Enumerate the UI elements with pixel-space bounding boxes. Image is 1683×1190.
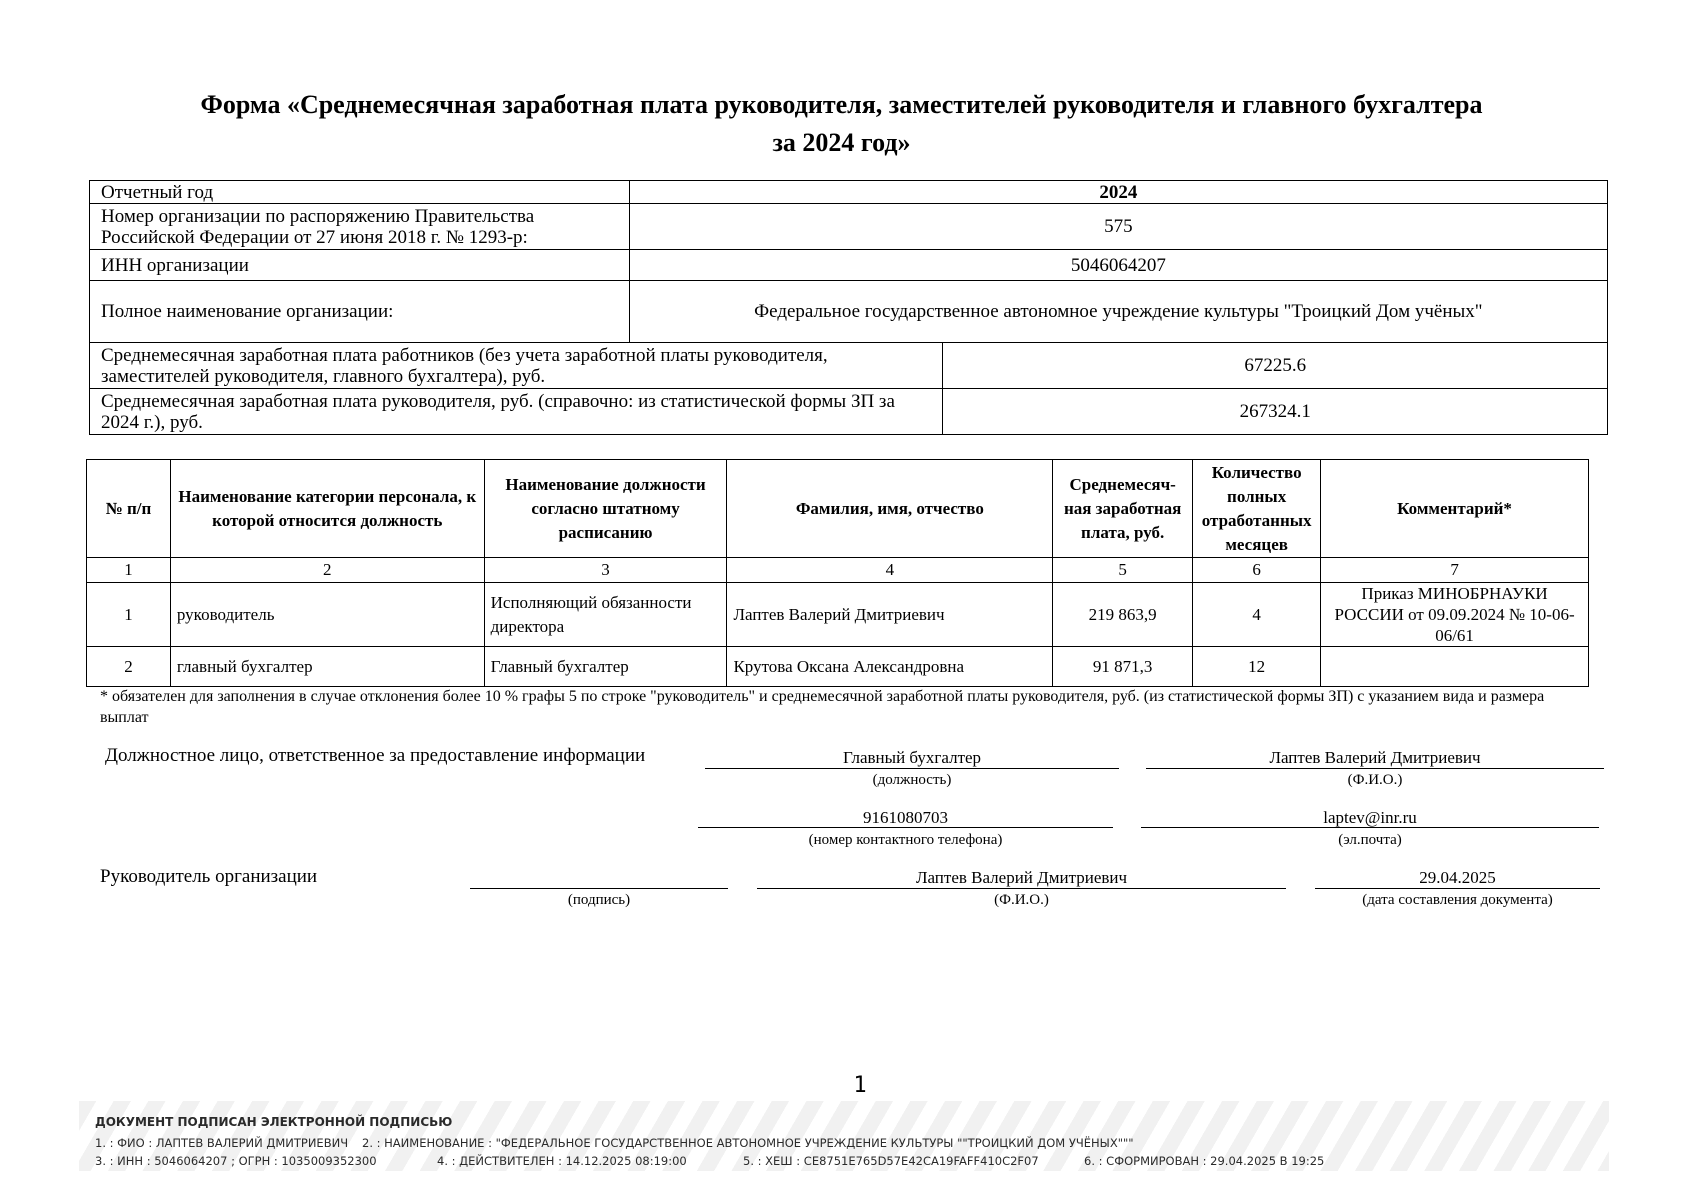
column-number: 3 — [484, 558, 727, 583]
responsible-label: Должностное лицо, ответственное за предоставление информации — [105, 745, 646, 766]
footnote: * обязателен для заполнения в случае отклонения более 10 % графы 5 по строке "руководитель" и среднемесячной заработной платы руководителя, руб. (из статистической формы ЗП) с указанием вида и размера выплат — [100, 688, 1545, 726]
row-category: руководитель — [170, 583, 484, 647]
row-salary: 219 863,9 — [1053, 583, 1193, 647]
row-position: Исполняющий обязанности директора — [484, 583, 727, 647]
esign-field-created: 6. : СФОРМИРОВАН : 29.04.2025 В 19:25 — [1084, 1154, 1325, 1168]
header-comment: Комментарий* — [1321, 460, 1589, 558]
header-name: Фамилия, имя, отчество — [727, 460, 1053, 558]
responsible-email-caption: (эл.почта) — [1338, 832, 1402, 848]
row-name: Крутова Оксана Александровна — [727, 647, 1053, 687]
row-months: 12 — [1193, 647, 1321, 687]
row-category: главный бухгалтер — [170, 647, 484, 687]
staff-salary-table — [86, 459, 1589, 687]
row-salary: 91 871,3 — [1053, 647, 1193, 687]
info-row-avg-workers — [90, 343, 1608, 389]
head-date-caption: (дата составления документа) — [1362, 892, 1553, 908]
org-name-value: Федеральное государственное автономное учреждение культуры "Троицкий Дом учёных" — [629, 281, 1607, 343]
table-header-row — [87, 460, 1589, 558]
column-number: 5 — [1053, 558, 1193, 583]
column-number: 1 — [87, 558, 171, 583]
head-date-line — [1315, 888, 1600, 889]
responsible-phone-caption: (номер контактного телефона) — [808, 832, 1003, 848]
table-row — [87, 647, 1589, 687]
head-date-value: 29.04.2025 — [1419, 868, 1496, 887]
header-salary: Среднемесяч-ная заработная плата, руб. — [1053, 460, 1193, 558]
esign-field-hash: 5. : ХЕШ : CE8751E765D57E42CA19FAFF410C2F07 — [743, 1154, 1039, 1168]
avg-workers-value: 67225.6 — [943, 343, 1608, 389]
responsible-fio-caption: (Ф.И.О.) — [1347, 772, 1403, 788]
info-row-year — [90, 181, 1608, 204]
table-row — [87, 583, 1589, 647]
year-value: 2024 — [629, 181, 1607, 204]
org-number-value: 575 — [629, 204, 1607, 250]
esign-field-fio: 1. : ФИО : ЛАПТЕВ ВАЛЕРИЙ ДМИТРИЕВИЧ — [95, 1136, 349, 1150]
column-number: 7 — [1321, 558, 1589, 583]
header-category: Наименование категории персонала, к которой относится должность — [170, 460, 484, 558]
responsible-email-line — [1141, 827, 1599, 828]
form-title-line2: за 2024 год» — [772, 128, 911, 157]
org-name-label: Полное наименование организации: — [90, 281, 630, 343]
header-number: № п/п — [87, 460, 171, 558]
responsible-position-caption: (должность) — [872, 772, 952, 788]
electronic-signature-stamp — [79, 1101, 1609, 1171]
header-months: Количество полных отработанных месяцев — [1193, 460, 1321, 558]
responsible-phone-line — [698, 827, 1113, 828]
responsible-position-value: Главный бухгалтер — [842, 748, 982, 767]
head-signature-caption: (подпись) — [567, 892, 631, 908]
head-fio-value: Лаптев Валерий Дмитриевич — [915, 868, 1128, 887]
page-number: 1 — [853, 1073, 867, 1098]
esign-header: ДОКУМЕНТ ПОДПИСАН ЭЛЕКТРОННОЙ ПОДПИСЬЮ — [95, 1115, 453, 1129]
column-number-row — [87, 558, 1589, 583]
info-row-org-number — [90, 204, 1608, 250]
avg-head-label: Среднемесячная заработная плата руководителя, руб. (справочно: из статистической формы ЗП за 2024 г.), руб. — [90, 389, 943, 435]
info-row-inn — [90, 250, 1608, 281]
head-signature-line — [470, 888, 728, 889]
info-row-avg-head — [90, 389, 1608, 435]
row-position: Главный бухгалтер — [484, 647, 727, 687]
row-comment — [1321, 647, 1589, 687]
row-number: 2 — [87, 647, 171, 687]
year-label: Отчетный год — [90, 181, 630, 204]
row-name: Лаптев Валерий Дмитриевич — [727, 583, 1053, 647]
column-number: 2 — [170, 558, 484, 583]
header-position: Наименование должности согласно штатному расписанию — [484, 460, 727, 558]
form-title — [0, 86, 1683, 162]
info-row-org-name — [90, 281, 1608, 343]
org-number-label: Номер организации по распоряжению Правительства Российской Федерации от 27 июня 2018 г. № 1293-р: — [90, 204, 630, 250]
form-title-line1: Форма «Среднемесячная заработная плата руководителя, заместителей руководителя и главного бухгалтера — [200, 90, 1483, 119]
responsible-fio-line — [1146, 768, 1604, 769]
responsible-fio-value: Лаптев Валерий Дмитриевич — [1269, 748, 1481, 767]
esign-field-inn: 3. : ИНН : 5046064207 ; ОГРН : 1035009352300 — [95, 1154, 377, 1168]
row-comment: Приказ МИНОБРНАУКИ РОССИИ от 09.09.2024 № 10-06-06/61 — [1321, 583, 1589, 647]
avg-workers-label: Среднемесячная заработная плата работников (без учета заработной платы руководителя, заместителей руководителя, главного бухгалтера), руб. — [90, 343, 943, 389]
responsible-phone-value: 9161080703 — [863, 808, 948, 827]
avg-head-value: 267324.1 — [943, 389, 1608, 435]
head-fio-caption: (Ф.И.О.) — [994, 892, 1049, 908]
head-fio-line — [757, 888, 1286, 889]
column-number: 4 — [727, 558, 1053, 583]
responsible-position-line — [705, 768, 1119, 769]
row-months: 4 — [1193, 583, 1321, 647]
organization-info-table — [89, 180, 1608, 435]
inn-label: ИНН организации — [90, 250, 630, 281]
esign-field-name: 2. : НАИМЕНОВАНИЕ : "ФЕДЕРАЛЬНОЕ ГОСУДАРСТВЕННОЕ АВТОНОМНОЕ УЧРЕЖДЕНИЕ КУЛЬТУРЫ ""ТРОИЦКИЙ ДОМ УЧЁНЫХ""" — [362, 1136, 1134, 1150]
esign-field-valid: 4. : ДЕЙСТВИТЕЛЕН : 14.12.2025 08:19:00 — [437, 1154, 687, 1168]
inn-value: 5046064207 — [629, 250, 1607, 281]
row-number: 1 — [87, 583, 171, 647]
responsible-email-value: laptev@inr.ru — [1323, 808, 1417, 827]
head-label: Руководитель организации — [100, 866, 318, 887]
column-number: 6 — [1193, 558, 1321, 583]
